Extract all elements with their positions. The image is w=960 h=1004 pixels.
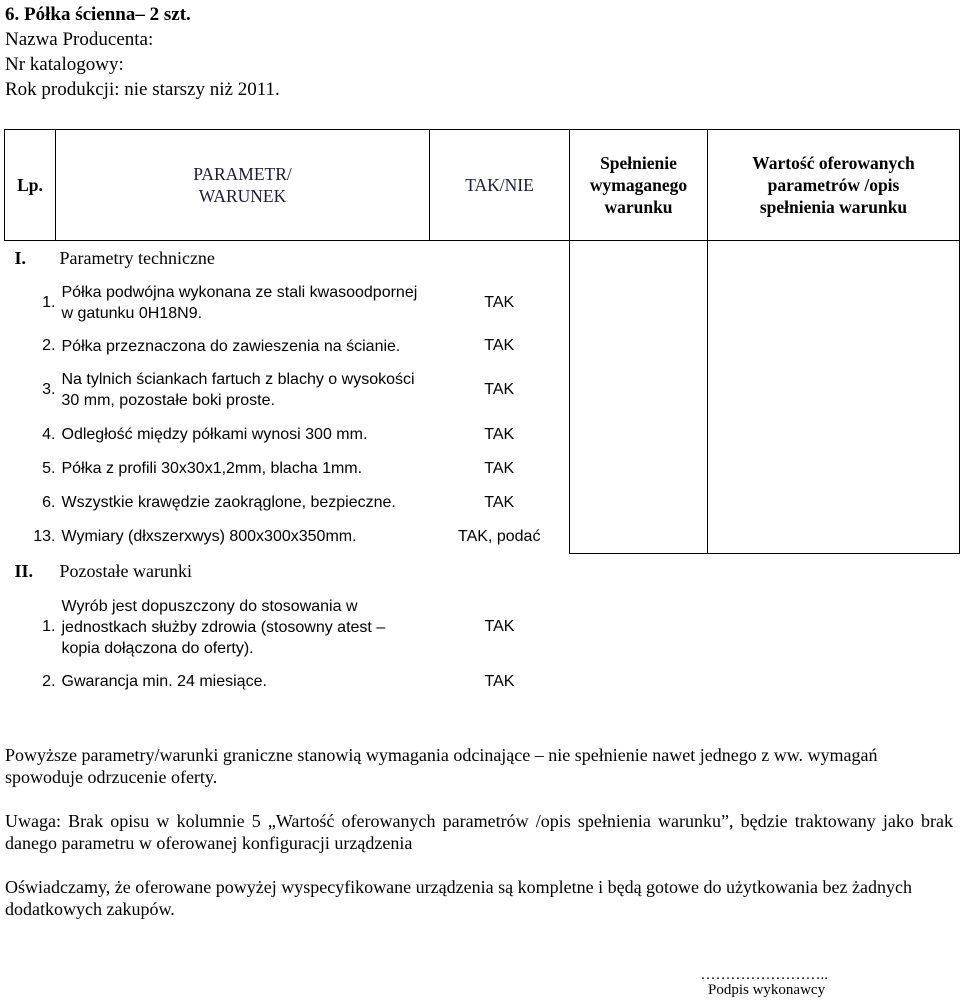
row-number: 3. — [42, 380, 56, 398]
fulfillment-cell[interactable] — [570, 486, 708, 520]
offered-value-cell[interactable] — [708, 331, 960, 362]
row-number: 1. — [42, 294, 56, 311]
fulfillment-cell[interactable] — [570, 520, 708, 554]
parameter-text: Gwarancja min. 24 miesiące. — [61, 673, 267, 690]
requirements-note: Powyższe parametry/warunki graniczne stanowią wymagania odcinające – nie spełnienie nawet jednego z ww. wymagań spowoduje odrzucenie oferty. — [5, 745, 878, 787]
production-year-label: Rok produkcji: nie starszy niż 2011. — [5, 79, 280, 100]
parameter-text: Wszystkie krawędzie zaokrąglone, bezpieczne. — [61, 494, 396, 511]
declaration-note: Oświadczamy, że oferowane powyżej wyspecyfikowane urządzenia są kompletne i będą gotowe do użytkowania bez żadnych dodatkowych zakupów. — [5, 877, 912, 919]
tak-nie-value: TAK — [484, 337, 515, 354]
offered-value-cell[interactable] — [708, 452, 960, 486]
fulfillment-cell[interactable] — [570, 418, 708, 452]
tak-nie-value: TAK — [484, 493, 515, 511]
table-header-row — [5, 130, 960, 241]
producer-label: Nazwa Producenta: — [5, 29, 154, 50]
table-row — [5, 331, 960, 362]
row-number: 5. — [42, 459, 56, 477]
column-header-offered-value: Wartość oferowanych parametrów /opis spełnienia warunku — [708, 130, 960, 241]
offered-value-cell[interactable] — [708, 418, 960, 452]
parameter-text: Półka przeznaczona do zawieszenia na ścianie. — [61, 337, 401, 355]
offered-value-cell[interactable] — [708, 486, 960, 520]
tak-nie-value: TAK — [484, 672, 515, 690]
row-number: 6. — [42, 493, 56, 511]
table-row — [5, 362, 960, 418]
signature-line: …………………….. — [700, 967, 828, 983]
row-number: 13. — [33, 527, 56, 545]
section-header-row — [5, 554, 960, 590]
table-row — [5, 418, 960, 452]
tak-nie-value: TAK, podać — [458, 527, 541, 545]
column-header-parameter: PARAMETR/ WARUNEK — [56, 130, 430, 241]
table-row — [5, 276, 960, 331]
table-row — [5, 665, 960, 699]
table-row — [5, 452, 960, 486]
tak-nie-value: TAK — [484, 380, 515, 398]
column-header-tak-nie: TAK/NIE — [430, 130, 570, 241]
fulfillment-cell[interactable] — [570, 331, 708, 362]
tak-nie-value: TAK — [484, 459, 515, 477]
row-number: 4. — [42, 425, 56, 443]
document-title: 6. Półka ścienna– 2 szt. — [5, 4, 191, 25]
section-number: II. — [14, 561, 34, 581]
offered-value-cell[interactable] — [708, 241, 960, 276]
section-title: Parametry techniczne — [59, 247, 215, 268]
catalog-number-label: Nr katalogowy: — [5, 54, 124, 75]
row-number: 2. — [42, 337, 56, 354]
fulfillment-cell[interactable] — [570, 362, 708, 418]
section-title: Pozostałe warunki — [59, 561, 192, 581]
fulfillment-cell[interactable] — [570, 241, 708, 276]
parameter-text: Wyrób jest dopuszczony do stosowania w jednostkach służby zdrowia (stosowny atest – kopia dołączona do oferty). — [61, 597, 386, 657]
table-row — [5, 590, 960, 665]
row-number: 1. — [42, 618, 56, 635]
tak-nie-value: TAK — [484, 425, 515, 443]
offered-value-cell[interactable] — [708, 276, 960, 331]
section-number: I. — [14, 247, 27, 268]
parameter-text: Wymiary (dłxszerxwys) 800x300x350mm. — [61, 528, 357, 545]
section-header-row — [5, 241, 960, 276]
column-header-fulfillment: Spełnienie wymaganego warunku — [570, 130, 708, 241]
column-header-lp: Lp. — [5, 130, 56, 241]
signature-label: Podpis wykonawcy — [708, 982, 826, 998]
offered-value-cell[interactable] — [708, 520, 960, 554]
offered-value-cell[interactable] — [708, 362, 960, 418]
row-number: 2. — [42, 672, 56, 690]
table-row — [5, 486, 960, 520]
parameter-text: Odległość między półkami wynosi 300 mm. — [61, 426, 368, 443]
fulfillment-cell[interactable] — [570, 452, 708, 486]
specification-table — [4, 129, 960, 699]
tak-nie-value: TAK — [484, 294, 515, 311]
fulfillment-cell[interactable] — [570, 276, 708, 331]
parameter-text: Półka podwójna wykonana ze stali kwasoodpornej w gatunku 0H18N9. — [61, 284, 418, 322]
warning-note: Uwaga: Brak opisu w kolumnie 5 „Wartość oferowanych parametrów /opis spełnienia warunku”, będzie traktowany jako brak danego parametru w oferowanej konfiguracji urządzenia — [5, 811, 953, 853]
parameter-text: Na tylnich ściankach fartuch z blachy o wysokości 30 mm, pozostałe boki proste. — [61, 370, 415, 409]
table-row — [5, 520, 960, 554]
tak-nie-value: TAK — [484, 618, 515, 635]
parameter-text: Półka z profili 30x30x1,2mm, blacha 1mm. — [61, 460, 363, 477]
